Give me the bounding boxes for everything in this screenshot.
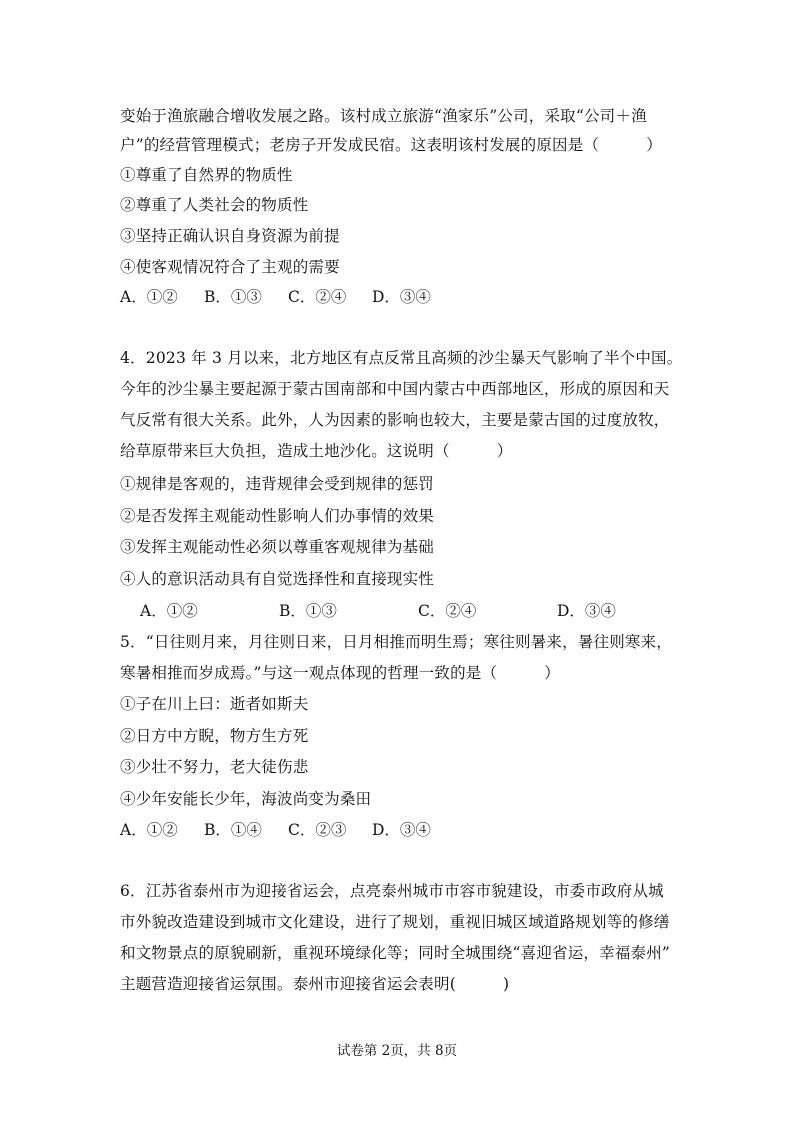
q3-choice-1: ①尊重了自然界的物质性: [120, 166, 293, 184]
q3-choice-3: ③坚持正确认识自身资源为前提: [120, 227, 340, 245]
q4-options: [140, 601, 616, 621]
q6-stem-line-1: 6．江苏省泰州市为迎接省运会，点亮泰州城市市容市貌建设，市委市政府从城: [120, 882, 664, 900]
q3-option-c: C．②④: [288, 288, 347, 306]
q4-choice-1: ①规律是客观的，违背规律会受到规律的惩罚: [120, 475, 435, 493]
q5-option-c: C．②③: [288, 821, 347, 839]
q5-stem-line-2: 寒暑相推而岁成焉。”与这一观点体现的哲理一致的是（ ）: [120, 664, 560, 682]
q5-choice-1: ①子在川上曰：逝者如斯夫: [120, 695, 309, 713]
q4-option-d: D．③④: [557, 602, 616, 620]
q5-option-a: A．①②: [120, 821, 178, 839]
q5-option-b: B．①④: [204, 821, 262, 839]
q3-option-d: D．③④: [372, 288, 431, 306]
q5-choice-2: ②日方中方睨，物方生方死: [120, 727, 309, 745]
q4-stem-line-1: 4．2023 年 3 月以来，北方地区有点反常且高频的沙尘暴天气影响了半个中国。: [120, 349, 683, 367]
q4-choice-2: ②是否发挥主观能动性影响人们办事情的效果: [120, 507, 435, 525]
q3-stem-line-2: 户”的经营管理模式；老房子开发成民宿。这表明该村发展的原因是（ ）: [120, 136, 662, 154]
q4-option-b: B．①③: [279, 602, 337, 620]
q3-option-b: B．①③: [204, 288, 262, 306]
q6-stem-line-2: 市外貌改造建设到城市文化建设，进行了规划，重视旧城区域道路规划等的修缮: [120, 913, 670, 931]
q4-choice-4: ④人的意识活动具有自觉选择性和直接现实性: [120, 570, 435, 588]
q5-option-d: D．③④: [372, 821, 431, 839]
q5-stem-line-1: 5．“日往则月来，月往则日来，日月相推而明生焉；寒往则暑来，暑往则寒来，: [120, 633, 672, 651]
q3-choice-2: ②尊重了人类社会的物质性: [120, 196, 309, 214]
q6-stem-line-3: 和文物景点的原貌刷新，重视环境绿化等；同时全城围绕“喜迎省运，幸福泰州”: [120, 944, 671, 962]
q4-option-c: C．②④: [418, 602, 477, 620]
q4-choice-3: ③发挥主观能动性必须以尊重客观规律为基础: [120, 538, 435, 556]
q6-stem-line-4: 主题营造迎接省运氛围。泰州市迎接省运会表明( ): [120, 975, 510, 993]
q4-stem-line-2: 今年的沙尘暴主要起源于蒙古国南部和中国内蒙古中西部地区，形成的原因和天: [120, 380, 670, 398]
q3-choice-4: ④使客观情况符合了主观的需要: [120, 258, 340, 276]
page-footer: 试卷第 2页，共 8页: [336, 1043, 458, 1059]
q3-stem-line-1: 变始于渔旅融合增收发展之路。该村成立旅游“渔家乐”公司，采取“公司＋渔: [120, 107, 647, 125]
q4-option-a: A．①②: [140, 602, 198, 620]
q5-choice-4: ④少年安能长少年，海波尚变为桑田: [120, 790, 372, 808]
q3-options: [120, 287, 431, 307]
q3-option-a: A．①②: [120, 288, 178, 306]
q5-choice-3: ③少壮不努力，老大徒伤悲: [120, 758, 309, 776]
q4-stem-line-3: 气反常有很大关系。此外，人为因素的影响也较大，主要是蒙古国的过度放牧，: [120, 411, 670, 429]
q5-options: [120, 820, 431, 840]
q4-stem-line-4: 给草原带来巨大负担，造成土地沙化。这说明（ ）: [120, 442, 513, 460]
